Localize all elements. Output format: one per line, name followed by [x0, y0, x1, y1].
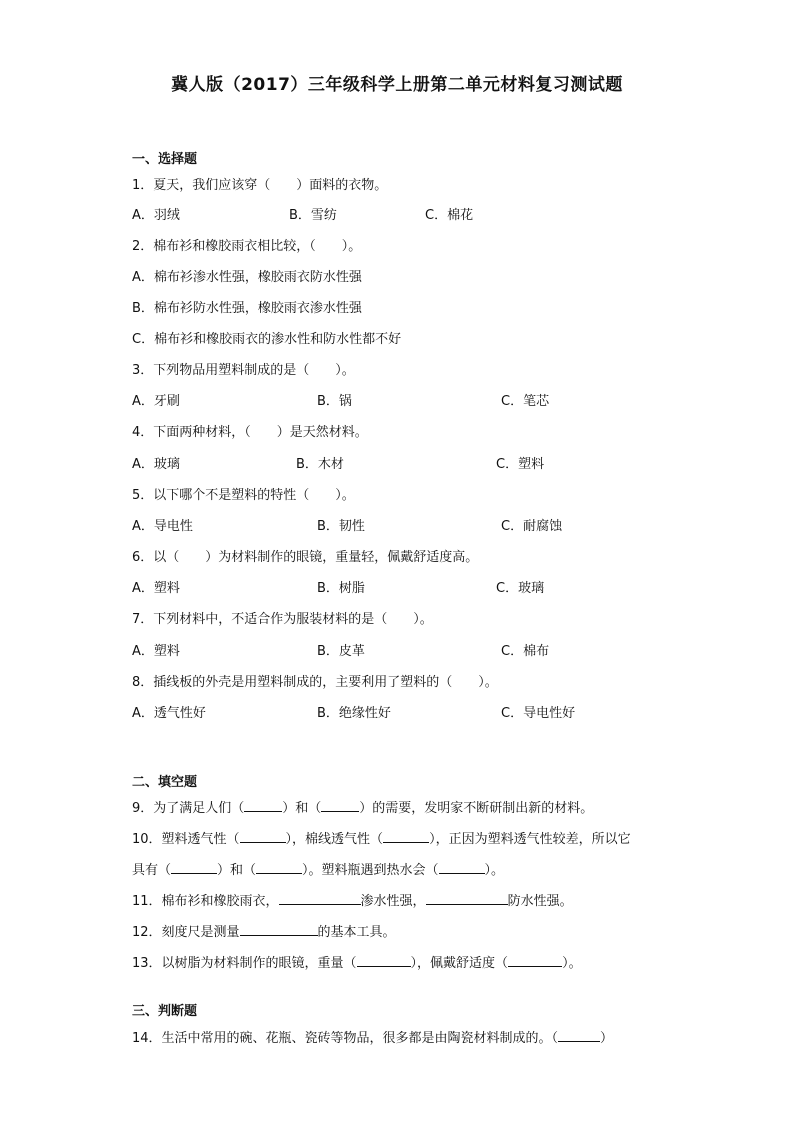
answer-blank[interactable]	[508, 952, 562, 967]
section-heading-choice: 一、选择题	[132, 152, 198, 167]
question-9	[132, 797, 593, 816]
question-10-text: ）。塑料瓶遇到热水会（	[302, 863, 439, 878]
answer-blank[interactable]	[321, 797, 359, 812]
page-title: 冀人版（2017）三年级科学上册第二单元材料复习测试题	[171, 75, 623, 95]
question-11-text: 渗水性强，	[360, 894, 426, 909]
section-heading-fill: 二、填空题	[132, 775, 198, 790]
option-a: A．导电性	[132, 519, 193, 534]
question-13	[132, 952, 582, 971]
question-6: 6．以（ ）为材料制作的眼镜，重量轻，佩戴舒适度高。	[132, 550, 479, 565]
answer-blank[interactable]	[171, 859, 217, 874]
question-10-text: ），正因为塑料透气性较差，所以它	[429, 832, 631, 847]
option-a: A．塑料	[132, 644, 180, 659]
option-c: C．耐腐蚀	[501, 519, 563, 534]
question-4: 4．下面两种材料，（ ）是天然材料。	[132, 425, 368, 440]
question-1: 1．夏天，我们应该穿（ ）面料的衣物。	[132, 178, 388, 193]
question-9-text: ）的需要，发明家不断研制出新的材料。	[359, 801, 594, 816]
option-a: A．羽绒	[132, 208, 180, 223]
question-2-option-b: B．棉布衫防水性强，橡胶雨衣渗水性强	[132, 301, 362, 316]
question-10	[132, 828, 631, 847]
answer-blank[interactable]	[240, 828, 286, 843]
question-3: 3．下列物品用塑料制成的是（ ）。	[132, 363, 355, 378]
question-9-text: 9．为了满足人们（	[132, 801, 245, 816]
question-8: 8．插线板的外壳是用塑料制成的，主要利用了塑料的（ ）。	[132, 675, 498, 690]
question-13-text: ），佩戴舒适度（	[410, 956, 509, 971]
question-4-options	[132, 453, 692, 473]
option-a: A．透气性好	[132, 706, 206, 721]
option-c: C．棉布	[501, 644, 550, 659]
option-a: A．玻璃	[132, 457, 180, 472]
option-c: C．导电性好	[501, 706, 576, 721]
option-b: B．树脂	[317, 581, 365, 596]
question-11-text: 防水性强。	[507, 894, 573, 909]
question-13-text: ）。	[562, 956, 582, 971]
question-11-text: 11．棉布衫和橡胶雨衣，	[132, 894, 279, 909]
option-c: C．玻璃	[496, 581, 545, 596]
question-5-options	[132, 515, 692, 535]
answer-blank[interactable]	[357, 952, 411, 967]
question-7-options	[132, 640, 692, 660]
question-6-options	[132, 577, 692, 597]
option-b: B．锅	[317, 394, 352, 409]
option-b: B．木材	[296, 457, 344, 472]
question-10-text: 具有（	[132, 863, 172, 878]
answer-blank[interactable]	[256, 859, 302, 874]
question-12-text: 的基本工具。	[317, 925, 396, 940]
option-b: B．皮革	[317, 644, 365, 659]
question-14-text: 14．生活中常用的碗、花瓶、瓷砖等物品，很多都是由陶瓷材料制成的。（	[132, 1031, 559, 1046]
option-a: A．牙刷	[132, 394, 180, 409]
question-1-options	[132, 204, 692, 224]
option-b: B．韧性	[317, 519, 365, 534]
question-9-text: ）和（	[282, 801, 322, 816]
question-3-options	[132, 390, 692, 410]
answer-blank[interactable]	[279, 890, 361, 905]
question-11	[132, 890, 573, 909]
question-5: 5．以下哪个不是塑料的特性（ ）。	[132, 488, 355, 503]
question-12-text: 12．刻度尺是测量	[132, 925, 240, 940]
answer-blank[interactable]	[244, 797, 282, 812]
option-c: C．笔芯	[501, 394, 550, 409]
section-heading-judge: 三、判断题	[132, 1004, 198, 1019]
answer-blank[interactable]	[240, 921, 318, 936]
answer-blank[interactable]	[383, 828, 429, 843]
question-14	[132, 1027, 613, 1046]
question-10-text: 10．塑料透气性（	[132, 832, 240, 847]
answer-blank[interactable]	[558, 1027, 600, 1042]
question-10-text: ）。	[484, 863, 505, 878]
question-12	[132, 921, 396, 940]
question-2-option-a: A．棉布衫渗水性强，橡胶雨衣防水性强	[132, 270, 362, 285]
question-2: 2．棉布衫和橡胶雨衣相比较，（ ）。	[132, 239, 362, 254]
question-7: 7．下列材料中，不适合作为服装材料的是（ ）。	[132, 612, 433, 627]
question-8-options	[132, 702, 692, 722]
question-2-option-c: C．棉布衫和橡胶雨衣的渗水性和防水性都不好	[132, 332, 402, 347]
question-10-text: ）和（	[217, 863, 257, 878]
question-13-text: 13．以树脂为材料制作的眼镜，重量（	[132, 956, 357, 971]
question-14-text: ）	[600, 1031, 614, 1046]
option-c: C．棉花	[425, 208, 474, 223]
question-10-text: ），棉线透气性（	[285, 832, 384, 847]
option-a: A．塑料	[132, 581, 180, 596]
answer-blank[interactable]	[426, 890, 508, 905]
answer-blank[interactable]	[439, 859, 485, 874]
option-c: C．塑料	[496, 457, 545, 472]
option-b: B．绝缘性好	[317, 706, 391, 721]
option-b: B．雪纺	[289, 208, 337, 223]
question-10-continued	[132, 859, 504, 878]
